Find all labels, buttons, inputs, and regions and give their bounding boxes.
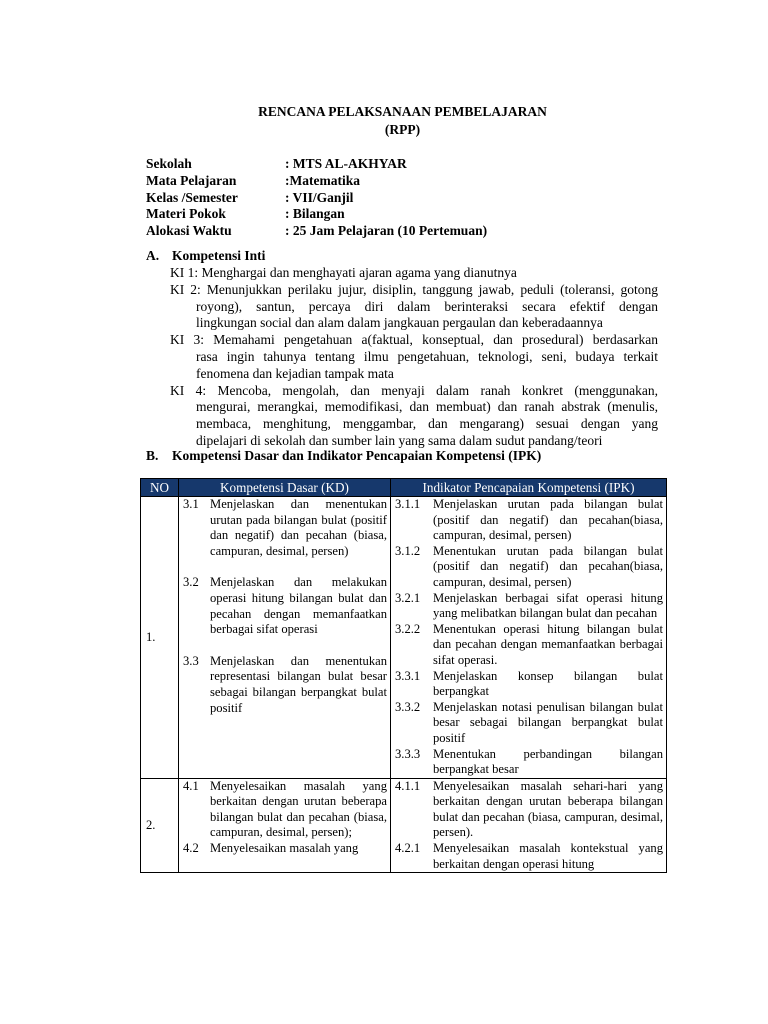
ki-4 [170, 383, 658, 450]
section-a-heading [146, 248, 265, 264]
header-ipk: Indikator Pencapaian Kompetensi (IPK) [391, 479, 667, 497]
identity-label: Mata Pelajaran [146, 172, 237, 188]
section-letter: A. [146, 248, 160, 263]
ipk-text: Menentukan operasi hitung bilangan bulat dan pecahan dengan memanfaatkan berbagai sifat operasi. [433, 621, 663, 667]
kd-ipk-table [140, 478, 667, 873]
identity-row [146, 223, 487, 240]
kd-number: 3.2 [183, 575, 199, 590]
ki-1 [170, 265, 658, 282]
kd-number: 3.1 [183, 497, 199, 511]
identity-block [146, 156, 487, 240]
kd-item [183, 654, 387, 716]
ipk-number: 3.1.2 [395, 543, 421, 558]
ki-1-text: KI 1: Menghargai dan menghayati ajaran agama yang dianutnya [170, 265, 517, 280]
kd-cell [179, 497, 391, 779]
identity-value: : Bilangan [285, 206, 345, 222]
kd-item [183, 841, 387, 857]
ipk-text: Menyelesaikan masalah kontekstual yang berkaitan dengan operasi hitung [433, 841, 663, 871]
ki-2-line: KI 2: Menunjukkan perilaku jujur, disiplin, tanggung jawab, peduli (toleransi, gotong [170, 281, 658, 297]
identity-value: : VII/Ganjil [285, 189, 354, 205]
header-no: NO [141, 479, 179, 497]
kd-item [183, 575, 387, 637]
kd-text: Menyelesaikan masalah yang berkaitan dengan urutan beberapa bilangan bulat dan pecahan (biasa, campuran, desimal, persen); [210, 778, 387, 840]
ki-4-line: KI 4: Mencoba, mengolah, dan menyaji dalam ranah konkret (menggunakan, [170, 382, 658, 398]
ki-4-line: dipelajari di sekolah dan sumber lain yang sama dalam sudut pandang/teori [196, 432, 603, 448]
ipk-text: Menjelaskan berbagai sifat operasi hitung yang melibatkan bilangan bulat dan pecahan [433, 590, 663, 621]
ki-2-line: lingkungan social dan alam dalam jangkauan pergaulan dan keberadaannya [196, 315, 603, 331]
ipk-cell [391, 778, 667, 873]
ipk-number: 4.1.1 [395, 778, 421, 793]
section-title: Kompetensi Inti [172, 248, 266, 263]
kd-number: 4.1 [183, 778, 199, 793]
ipk-number: 3.2.1 [395, 590, 421, 605]
ipk-item [395, 591, 663, 622]
ki-4-line: mengurai, merangkai, memodifikasi, dan membuat) dan ranah abstrak (menulis, [196, 399, 658, 415]
document-subtitle: (RPP) [384, 122, 421, 137]
identity-label: Sekolah [146, 156, 192, 171]
ipk-number: 3.2.2 [395, 621, 421, 636]
ipk-item [395, 497, 663, 544]
kd-text: Menjelaskan dan melakukan operasi hitung bilangan bulat dan pecahan dengan memanfaatkan berbagai sifat operasi [210, 575, 387, 637]
ki-3-line: fenomena dan kejadian tampak mata [196, 365, 394, 381]
ipk-number: 4.2.1 [395, 841, 421, 856]
ipk-text: Menjelaskan urutan pada bilangan bulat (positif dan negatif) dan pecahan(biasa, campuran, desimal, persen) [433, 497, 663, 543]
identity-value: : 25 Jam Pelajaran (10 Pertemuan) [285, 223, 488, 239]
ki-3-line: rasa ingin tahunya tentang ilmu pengetahuan, teknologi, seni, budaya terkait [196, 348, 658, 364]
kd-text: Menyelesaikan masalah yang [210, 841, 359, 856]
kd-item [183, 497, 387, 559]
identity-label: Materi Pokok [146, 206, 226, 222]
kd-item [183, 779, 387, 841]
ki-2-line: royong), santun, percaya diri dalam berinteraksi secara efektif dengan [196, 298, 658, 314]
ipk-number: 3.3.3 [395, 746, 421, 761]
kd-number: 3.3 [183, 653, 199, 668]
ki-3 [170, 332, 658, 382]
ipk-item [395, 747, 663, 778]
section-letter: B. [146, 448, 159, 463]
ipk-number: 3.3.2 [395, 699, 421, 714]
document-title: RENCANA PELAKSANAAN PEMBELAJARAN [258, 104, 547, 119]
kd-text: Menjelaskan dan menentukan representasi bilangan bulat besar sebagai bilangan berpangkat bulat positif [210, 653, 387, 715]
table-row [141, 497, 667, 779]
ipk-item [395, 841, 663, 872]
ipk-text: Menjelaskan notasi penulisan bilangan bulat besar sebagai bilangan berpangkat bulat positif [433, 699, 663, 745]
ki-2 [170, 282, 658, 332]
identity-row [146, 173, 487, 190]
section-b-heading [146, 448, 541, 464]
ipk-item [395, 669, 663, 700]
ipk-text: Menentukan urutan pada bilangan bulat (positif dan negatif) dan pecahan(biasa, campuran, desimal, persen) [433, 543, 663, 589]
kd-number: 4.2 [183, 841, 199, 856]
row-number: 1. [141, 497, 179, 779]
identity-row [146, 206, 487, 223]
identity-row [146, 156, 487, 173]
ipk-number: 3.1.1 [395, 497, 421, 511]
ipk-item [395, 622, 663, 669]
ipk-item [395, 700, 663, 747]
kd-text: Menjelaskan dan menentukan urutan pada bilangan bulat (positif dan negatif) dan pecahan (biasa, campuran, desimal, persen) [210, 497, 387, 558]
identity-value: :Matematika [285, 172, 360, 188]
ipk-item [395, 779, 663, 841]
row-number: 2. [141, 778, 179, 873]
ipk-item [395, 544, 663, 591]
ipk-text: Menentukan perbandingan bilangan berpangkat besar [433, 746, 663, 777]
section-title: Kompetensi Dasar dan Indikator Pencapaian Kompetensi (IPK) [172, 448, 542, 463]
ipk-text: Menyelesaikan masalah sehari-hari yang berkaitan dengan urutan beberapa bilangan bulat dan pecahan (biasa, campuran, desimal, persen). [433, 778, 663, 840]
identity-label: Kelas /Semester [146, 189, 238, 205]
ipk-text: Menjelaskan konsep bilangan bulat berpangkat [433, 668, 663, 699]
table-header-row [141, 479, 667, 497]
table-row [141, 778, 667, 873]
identity-row [146, 190, 487, 207]
header-kd: Kompetensi Dasar (KD) [179, 479, 391, 497]
kd-cell [179, 778, 391, 873]
identity-value: : MTS AL-AKHYAR [285, 156, 407, 171]
identity-label: Alokasi Waktu [146, 223, 232, 239]
ki-3-line: KI 3: Memahami pengetahuan a(faktual, konseptual, dan prosedural) berdasarkan [170, 332, 658, 348]
ki-4-line: membaca, menghitung, menggambar, dan mengarang) sesuai dengan yang [196, 416, 658, 432]
ipk-number: 3.3.1 [395, 668, 421, 683]
ipk-cell [391, 497, 667, 779]
